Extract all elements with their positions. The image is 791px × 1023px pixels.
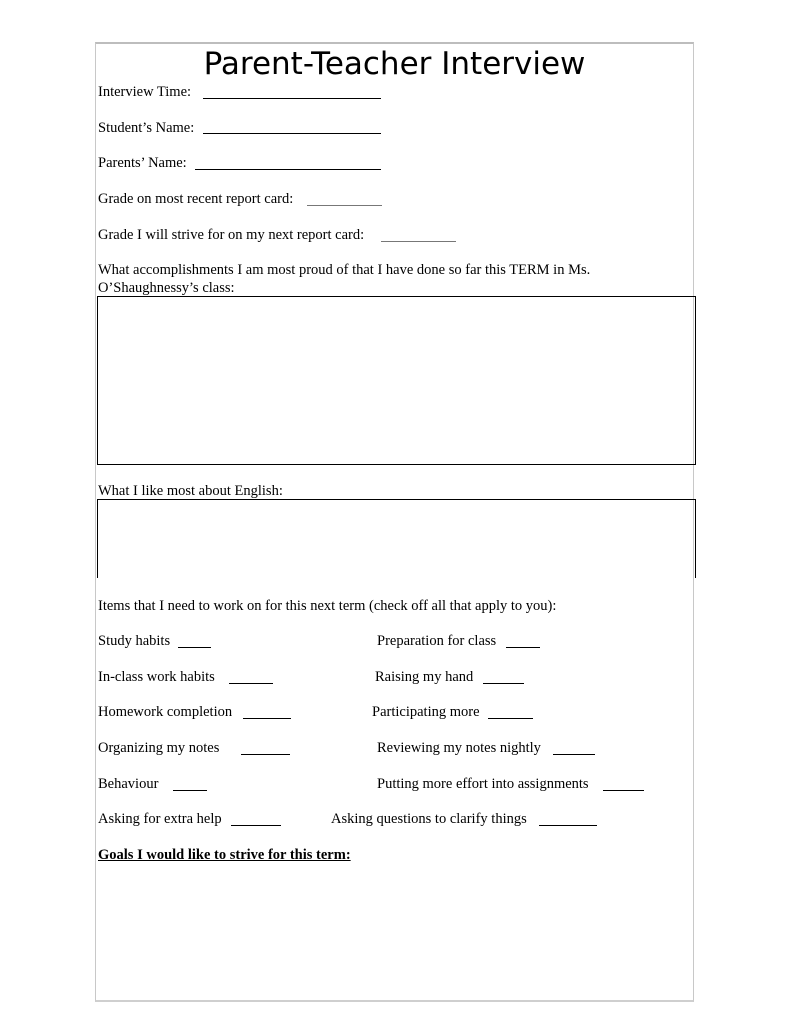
goals-answer-area[interactable] (97, 869, 694, 999)
recent-grade-blank[interactable] (307, 205, 382, 206)
goals-heading: Goals I would like to strive for this term: (98, 847, 351, 863)
checklist-item-homework: Homework completion (98, 704, 233, 720)
checklist-item-organizing-notes: Organizing my notes (98, 740, 220, 756)
checklist-heading: Items that I need to work on for this next term (check off all that apply to you): (98, 598, 557, 614)
checklist-blank-extra-help[interactable] (231, 825, 281, 826)
accomplishments-question-line1: What accomplishments I am most proud of that I have done so far this TERM in Ms. (98, 262, 591, 278)
like-english-answer-box[interactable] (97, 499, 696, 578)
checklist-item-behaviour: Behaviour (98, 776, 159, 792)
like-english-question: What I like most about English: (98, 483, 283, 499)
page-title: Parent-Teacher Interview (203, 46, 586, 82)
checklist-item-asking-questions: Asking questions to clarify things (331, 811, 527, 827)
checklist-item-effort: Putting more effort into assignments (377, 776, 589, 792)
checklist-blank-study-habits[interactable] (178, 647, 211, 648)
document-page (95, 42, 694, 1002)
checklist-blank-effort[interactable] (603, 790, 644, 791)
checklist-blank-participating[interactable] (488, 718, 533, 719)
checklist-blank-asking-questions[interactable] (539, 825, 597, 826)
student-name-blank[interactable] (203, 133, 381, 134)
checklist-blank-preparation[interactable] (506, 647, 540, 648)
recent-grade-label: Grade on most recent report card: (98, 191, 294, 207)
accomplishments-answer-box[interactable] (97, 296, 696, 465)
checklist-blank-raising-hand[interactable] (483, 683, 524, 684)
checklist-blank-in-class-work[interactable] (229, 683, 273, 684)
parents-name-blank[interactable] (195, 169, 381, 170)
student-name-label: Student’s Name: (98, 120, 195, 136)
checklist-item-extra-help: Asking for extra help (98, 811, 222, 827)
parents-name-label: Parents’ Name: (98, 155, 187, 171)
checklist-blank-homework[interactable] (243, 718, 291, 719)
checklist-blank-behaviour[interactable] (173, 790, 207, 791)
target-grade-blank[interactable] (381, 241, 456, 242)
checklist-item-reviewing-notes: Reviewing my notes nightly (377, 740, 541, 756)
checklist-item-preparation: Preparation for class (377, 633, 497, 649)
checklist-item-study-habits: Study habits (98, 633, 171, 649)
checklist-blank-reviewing-notes[interactable] (553, 754, 595, 755)
interview-time-blank[interactable] (203, 98, 381, 99)
target-grade-label: Grade I will strive for on my next report card: (98, 227, 365, 243)
checklist-blank-organizing-notes[interactable] (241, 754, 290, 755)
checklist-item-raising-hand: Raising my hand (375, 669, 474, 685)
checklist-item-participating: Participating more (372, 704, 480, 720)
interview-time-label: Interview Time: (98, 84, 192, 100)
checklist-item-in-class-work: In-class work habits (98, 669, 215, 685)
accomplishments-question-line2: O’Shaughnessy’s class: (98, 280, 235, 296)
